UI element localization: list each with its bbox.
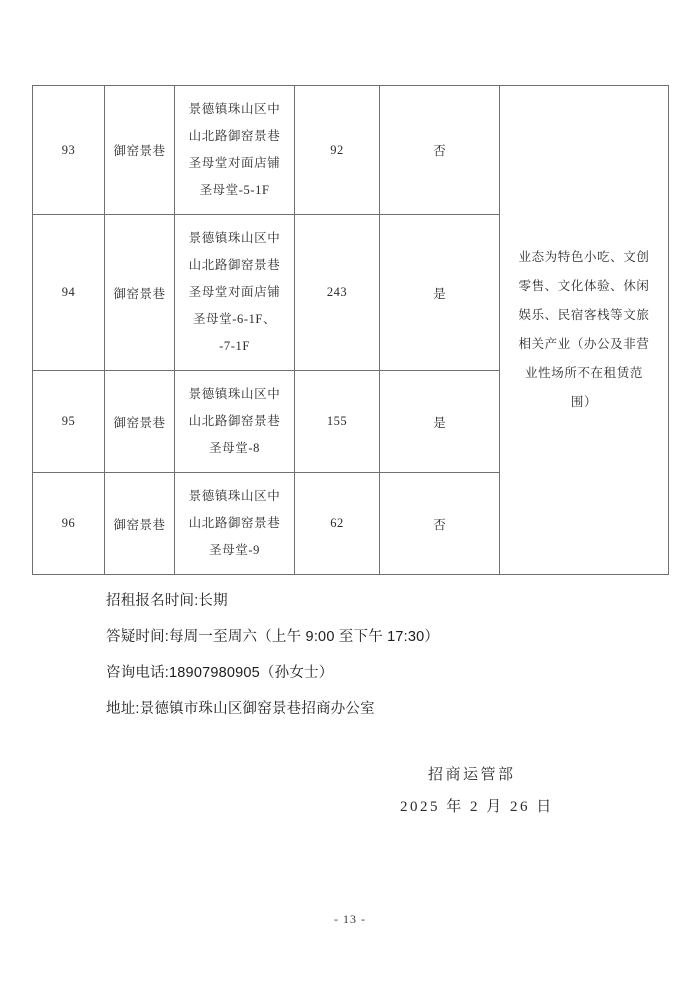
row-status: 是: [380, 371, 500, 473]
row-area: 62: [295, 473, 380, 575]
note-line: 业态为特色小吃、文创: [518, 250, 650, 264]
row-area: 243: [295, 215, 380, 371]
row-address: [175, 86, 295, 215]
address-line: 景德镇珠山区中: [188, 489, 281, 503]
address-line: 山北路御窑景巷: [188, 129, 281, 143]
row-address: [175, 473, 295, 575]
signature-block: [380, 760, 640, 824]
note-line: 娱乐、民宿客栈等文旅: [518, 308, 650, 322]
address-line: 圣母堂-9: [209, 543, 260, 557]
listing-table-body: [33, 86, 669, 575]
address-line: 圣母堂对面店铺: [188, 285, 281, 299]
table-row: [33, 86, 669, 215]
row-address: [175, 371, 295, 473]
address-line: 圣母堂-5-1F: [199, 183, 270, 197]
registration-period-line: 招租报名时间:长期: [106, 593, 228, 609]
address-line: -7-1F: [219, 339, 250, 353]
row-area: 92: [295, 86, 380, 215]
address-line: 山北路御窑景巷: [188, 516, 281, 530]
business-scope-note: [500, 86, 669, 575]
row-address: [175, 215, 295, 371]
row-status: 否: [380, 473, 500, 575]
issue-date: 2025 年 2 月 26 日: [400, 799, 554, 815]
row-index: 93: [33, 86, 105, 215]
row-project: 御窑景巷: [105, 473, 175, 575]
row-index: 96: [33, 473, 105, 575]
address-line: 圣母堂对面店铺: [188, 156, 281, 170]
row-project: 御窑景巷: [105, 215, 175, 371]
note-line: 相关产业（办公及非营: [518, 337, 650, 351]
row-project: 御窑景巷: [105, 86, 175, 215]
row-status: 是: [380, 215, 500, 371]
note-line: 业性场所不在租赁范: [525, 366, 643, 380]
office-address-line: 地址:景德镇市珠山区御窑景巷招商办公室: [106, 701, 375, 717]
qa-hours-line: 答疑时间:每周一至周六（上午 9:00 至下午 17:30）: [106, 629, 440, 645]
row-project: 御窑景巷: [105, 371, 175, 473]
row-status: 否: [380, 86, 500, 215]
listing-table: [32, 85, 669, 575]
listing-table-container: [32, 85, 668, 575]
page-number: - 13 -: [334, 912, 366, 926]
address-line: 景德镇珠山区中: [188, 387, 281, 401]
address-line: 山北路御窑景巷: [188, 414, 281, 428]
address-line: 圣母堂-6-1F、: [192, 312, 277, 326]
row-index: 94: [33, 215, 105, 371]
address-line: 山北路御窑景巷: [188, 258, 281, 272]
contact-info-block: [106, 583, 626, 727]
address-line: 景德镇珠山区中: [188, 102, 281, 116]
row-area: 155: [295, 371, 380, 473]
row-index: 95: [33, 371, 105, 473]
address-line: 圣母堂-8: [209, 441, 260, 455]
note-line: 围）: [570, 395, 598, 409]
issuing-department: 招商运管部: [428, 767, 516, 783]
address-line: 景德镇珠山区中: [188, 231, 281, 245]
note-line: 零售、文化体验、休闲: [518, 279, 650, 293]
contact-phone-line: 咨询电话:18907980905（孙女士）: [106, 665, 334, 681]
